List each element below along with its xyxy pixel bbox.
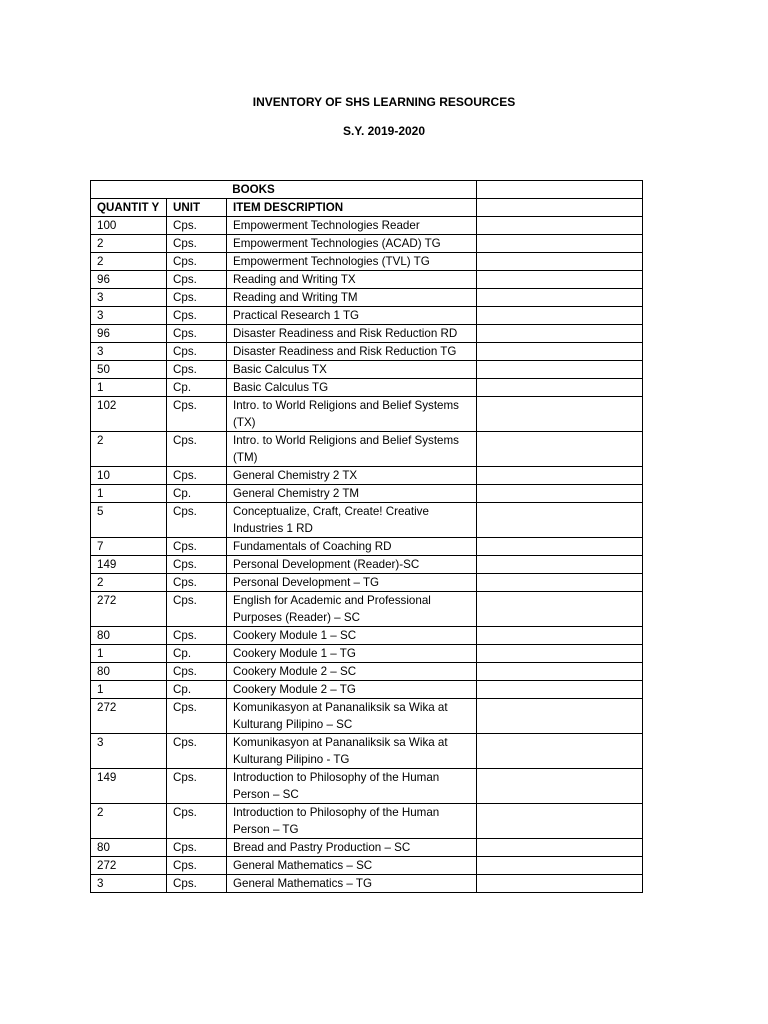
- table-row: [91, 681, 643, 699]
- unit-cell: Cp.: [167, 681, 227, 699]
- empty-cell: [477, 556, 643, 574]
- description-cell: Conceptualize, Craft, Create! Creative Industries 1 RD: [227, 503, 477, 538]
- unit-cell: Cps.: [167, 271, 227, 289]
- document-title: INVENTORY OF SHS LEARNING RESOURCES: [252, 95, 516, 109]
- description-cell: Basic Calculus TX: [227, 361, 477, 379]
- quantity-cell: 1: [91, 379, 167, 397]
- table-row: [91, 839, 643, 857]
- unit-cell: Cps.: [167, 361, 227, 379]
- table-row: [91, 235, 643, 253]
- description-cell: Komunikasyon at Pananaliksik sa Wika at Kulturang Pilipino – SC: [227, 699, 477, 734]
- quantity-cell: 5: [91, 503, 167, 538]
- quantity-cell: 272: [91, 857, 167, 875]
- table-row: [91, 734, 643, 769]
- description-cell: Disaster Readiness and Risk Reduction RD: [227, 325, 477, 343]
- header-row: [91, 199, 643, 217]
- unit-cell: Cps.: [167, 397, 227, 432]
- table-row: [91, 485, 643, 503]
- table-row: [91, 379, 643, 397]
- description-cell: Cookery Module 1 – SC: [227, 627, 477, 645]
- empty-cell: [477, 839, 643, 857]
- empty-cell: [477, 645, 643, 663]
- quantity-cell: 1: [91, 645, 167, 663]
- description-cell: Personal Development (Reader)-SC: [227, 556, 477, 574]
- quantity-cell: 2: [91, 432, 167, 467]
- description-cell: Personal Development – TG: [227, 574, 477, 592]
- header-quantity: QUANTIT Y: [91, 199, 167, 217]
- description-cell: General Chemistry 2 TX: [227, 467, 477, 485]
- quantity-cell: 96: [91, 325, 167, 343]
- empty-cell: [477, 574, 643, 592]
- unit-cell: Cps.: [167, 538, 227, 556]
- unit-cell: Cps.: [167, 699, 227, 734]
- unit-cell: Cps.: [167, 467, 227, 485]
- description-cell: Bread and Pastry Production – SC: [227, 839, 477, 857]
- empty-cell: [477, 592, 643, 627]
- unit-cell: Cps.: [167, 235, 227, 253]
- unit-cell: Cps.: [167, 343, 227, 361]
- table-row: [91, 325, 643, 343]
- school-year: S.Y. 2019-2020: [342, 124, 426, 138]
- quantity-cell: 100: [91, 217, 167, 235]
- table-row: [91, 538, 643, 556]
- empty-cell: [477, 325, 643, 343]
- table-row: [91, 592, 643, 627]
- unit-cell: Cps.: [167, 839, 227, 857]
- quantity-cell: 3: [91, 343, 167, 361]
- empty-cell: [477, 467, 643, 485]
- table-row: [91, 556, 643, 574]
- quantity-cell: 272: [91, 699, 167, 734]
- description-cell: Empowerment Technologies (ACAD) TG: [227, 235, 477, 253]
- table-row: [91, 467, 643, 485]
- table-row: [91, 645, 643, 663]
- quantity-cell: 3: [91, 734, 167, 769]
- table-row: [91, 307, 643, 325]
- table-row: [91, 804, 643, 839]
- unit-cell: Cps.: [167, 857, 227, 875]
- table-row: [91, 857, 643, 875]
- quantity-cell: 272: [91, 592, 167, 627]
- unit-cell: Cps.: [167, 253, 227, 271]
- empty-cell: [477, 307, 643, 325]
- table-body: [91, 217, 643, 893]
- empty-cell: [477, 271, 643, 289]
- header-unit: UNIT: [167, 199, 227, 217]
- unit-cell: Cps.: [167, 503, 227, 538]
- description-cell: Basic Calculus TG: [227, 379, 477, 397]
- description-cell: Empowerment Technologies (TVL) TG: [227, 253, 477, 271]
- table-row: [91, 432, 643, 467]
- unit-cell: Cps.: [167, 875, 227, 893]
- empty-cell: [477, 627, 643, 645]
- empty-cell: [477, 875, 643, 893]
- empty-cell: [477, 503, 643, 538]
- empty-cell: [477, 217, 643, 235]
- table-row: [91, 627, 643, 645]
- empty-cell: [477, 804, 643, 839]
- table-row: [91, 699, 643, 734]
- quantity-cell: 1: [91, 681, 167, 699]
- empty-cell: [477, 379, 643, 397]
- unit-cell: Cps.: [167, 307, 227, 325]
- description-cell: Intro. to World Religions and Belief Systems (TX): [227, 397, 477, 432]
- table-row: [91, 361, 643, 379]
- unit-cell: Cps.: [167, 804, 227, 839]
- unit-cell: Cps.: [167, 574, 227, 592]
- quantity-cell: 3: [91, 307, 167, 325]
- description-cell: Practical Research 1 TG: [227, 307, 477, 325]
- empty-cell: [477, 681, 643, 699]
- description-cell: Intro. to World Religions and Belief Systems (TM): [227, 432, 477, 467]
- quantity-cell: 2: [91, 235, 167, 253]
- quantity-cell: 3: [91, 289, 167, 307]
- table-row: [91, 343, 643, 361]
- empty-cell: [477, 734, 643, 769]
- empty-cell: [477, 699, 643, 734]
- quantity-cell: 7: [91, 538, 167, 556]
- unit-cell: Cp.: [167, 485, 227, 503]
- unit-cell: Cps.: [167, 663, 227, 681]
- empty-cell: [477, 397, 643, 432]
- unit-cell: Cps.: [167, 289, 227, 307]
- unit-cell: Cps.: [167, 432, 227, 467]
- empty-cell: [477, 181, 643, 199]
- table-row: [91, 503, 643, 538]
- quantity-cell: 50: [91, 361, 167, 379]
- unit-cell: Cps.: [167, 556, 227, 574]
- quantity-cell: 96: [91, 271, 167, 289]
- quantity-cell: 149: [91, 769, 167, 804]
- empty-cell: [477, 235, 643, 253]
- empty-cell: [477, 769, 643, 804]
- quantity-cell: 2: [91, 804, 167, 839]
- empty-cell: [477, 289, 643, 307]
- description-cell: Disaster Readiness and Risk Reduction TG: [227, 343, 477, 361]
- table-row: [91, 289, 643, 307]
- section-row: [91, 181, 643, 199]
- quantity-cell: 80: [91, 663, 167, 681]
- quantity-cell: 149: [91, 556, 167, 574]
- unit-cell: Cp.: [167, 645, 227, 663]
- unit-cell: Cps.: [167, 734, 227, 769]
- unit-cell: Cps.: [167, 627, 227, 645]
- quantity-cell: 80: [91, 839, 167, 857]
- description-cell: Empowerment Technologies Reader: [227, 217, 477, 235]
- description-cell: Cookery Module 2 – SC: [227, 663, 477, 681]
- description-cell: Cookery Module 2 – TG: [227, 681, 477, 699]
- empty-cell: [477, 432, 643, 467]
- table-row: [91, 875, 643, 893]
- description-cell: Reading and Writing TM: [227, 289, 477, 307]
- table-row: [91, 397, 643, 432]
- description-cell: Reading and Writing TX: [227, 271, 477, 289]
- quantity-cell: 80: [91, 627, 167, 645]
- section-label-books: BOOKS: [91, 181, 477, 199]
- quantity-cell: 2: [91, 253, 167, 271]
- table-row: [91, 217, 643, 235]
- description-cell: General Chemistry 2 TM: [227, 485, 477, 503]
- description-cell: Introduction to Philosophy of the Human Person – SC: [227, 769, 477, 804]
- table-row: [91, 769, 643, 804]
- header-item-description: ITEM DESCRIPTION: [227, 199, 477, 217]
- empty-cell: [477, 199, 643, 217]
- description-cell: Cookery Module 1 – TG: [227, 645, 477, 663]
- empty-cell: [477, 663, 643, 681]
- empty-cell: [477, 343, 643, 361]
- quantity-cell: 102: [91, 397, 167, 432]
- empty-cell: [477, 857, 643, 875]
- quantity-cell: 2: [91, 574, 167, 592]
- unit-cell: Cp.: [167, 379, 227, 397]
- table-row: [91, 271, 643, 289]
- description-cell: General Mathematics – TG: [227, 875, 477, 893]
- table-row: [91, 574, 643, 592]
- empty-cell: [477, 485, 643, 503]
- quantity-cell: 3: [91, 875, 167, 893]
- description-cell: Komunikasyon at Pananaliksik sa Wika at Kulturang Pilipino - TG: [227, 734, 477, 769]
- description-cell: English for Academic and Professional Purposes (Reader) – SC: [227, 592, 477, 627]
- unit-cell: Cps.: [167, 217, 227, 235]
- empty-cell: [477, 361, 643, 379]
- empty-cell: [477, 253, 643, 271]
- quantity-cell: 1: [91, 485, 167, 503]
- unit-cell: Cps.: [167, 592, 227, 627]
- inventory-table: [90, 180, 643, 893]
- empty-cell: [477, 538, 643, 556]
- table-row: [91, 663, 643, 681]
- unit-cell: Cps.: [167, 325, 227, 343]
- table-row: [91, 253, 643, 271]
- quantity-cell: 10: [91, 467, 167, 485]
- unit-cell: Cps.: [167, 769, 227, 804]
- description-cell: General Mathematics – SC: [227, 857, 477, 875]
- description-cell: Fundamentals of Coaching RD: [227, 538, 477, 556]
- description-cell: Introduction to Philosophy of the Human Person – TG: [227, 804, 477, 839]
